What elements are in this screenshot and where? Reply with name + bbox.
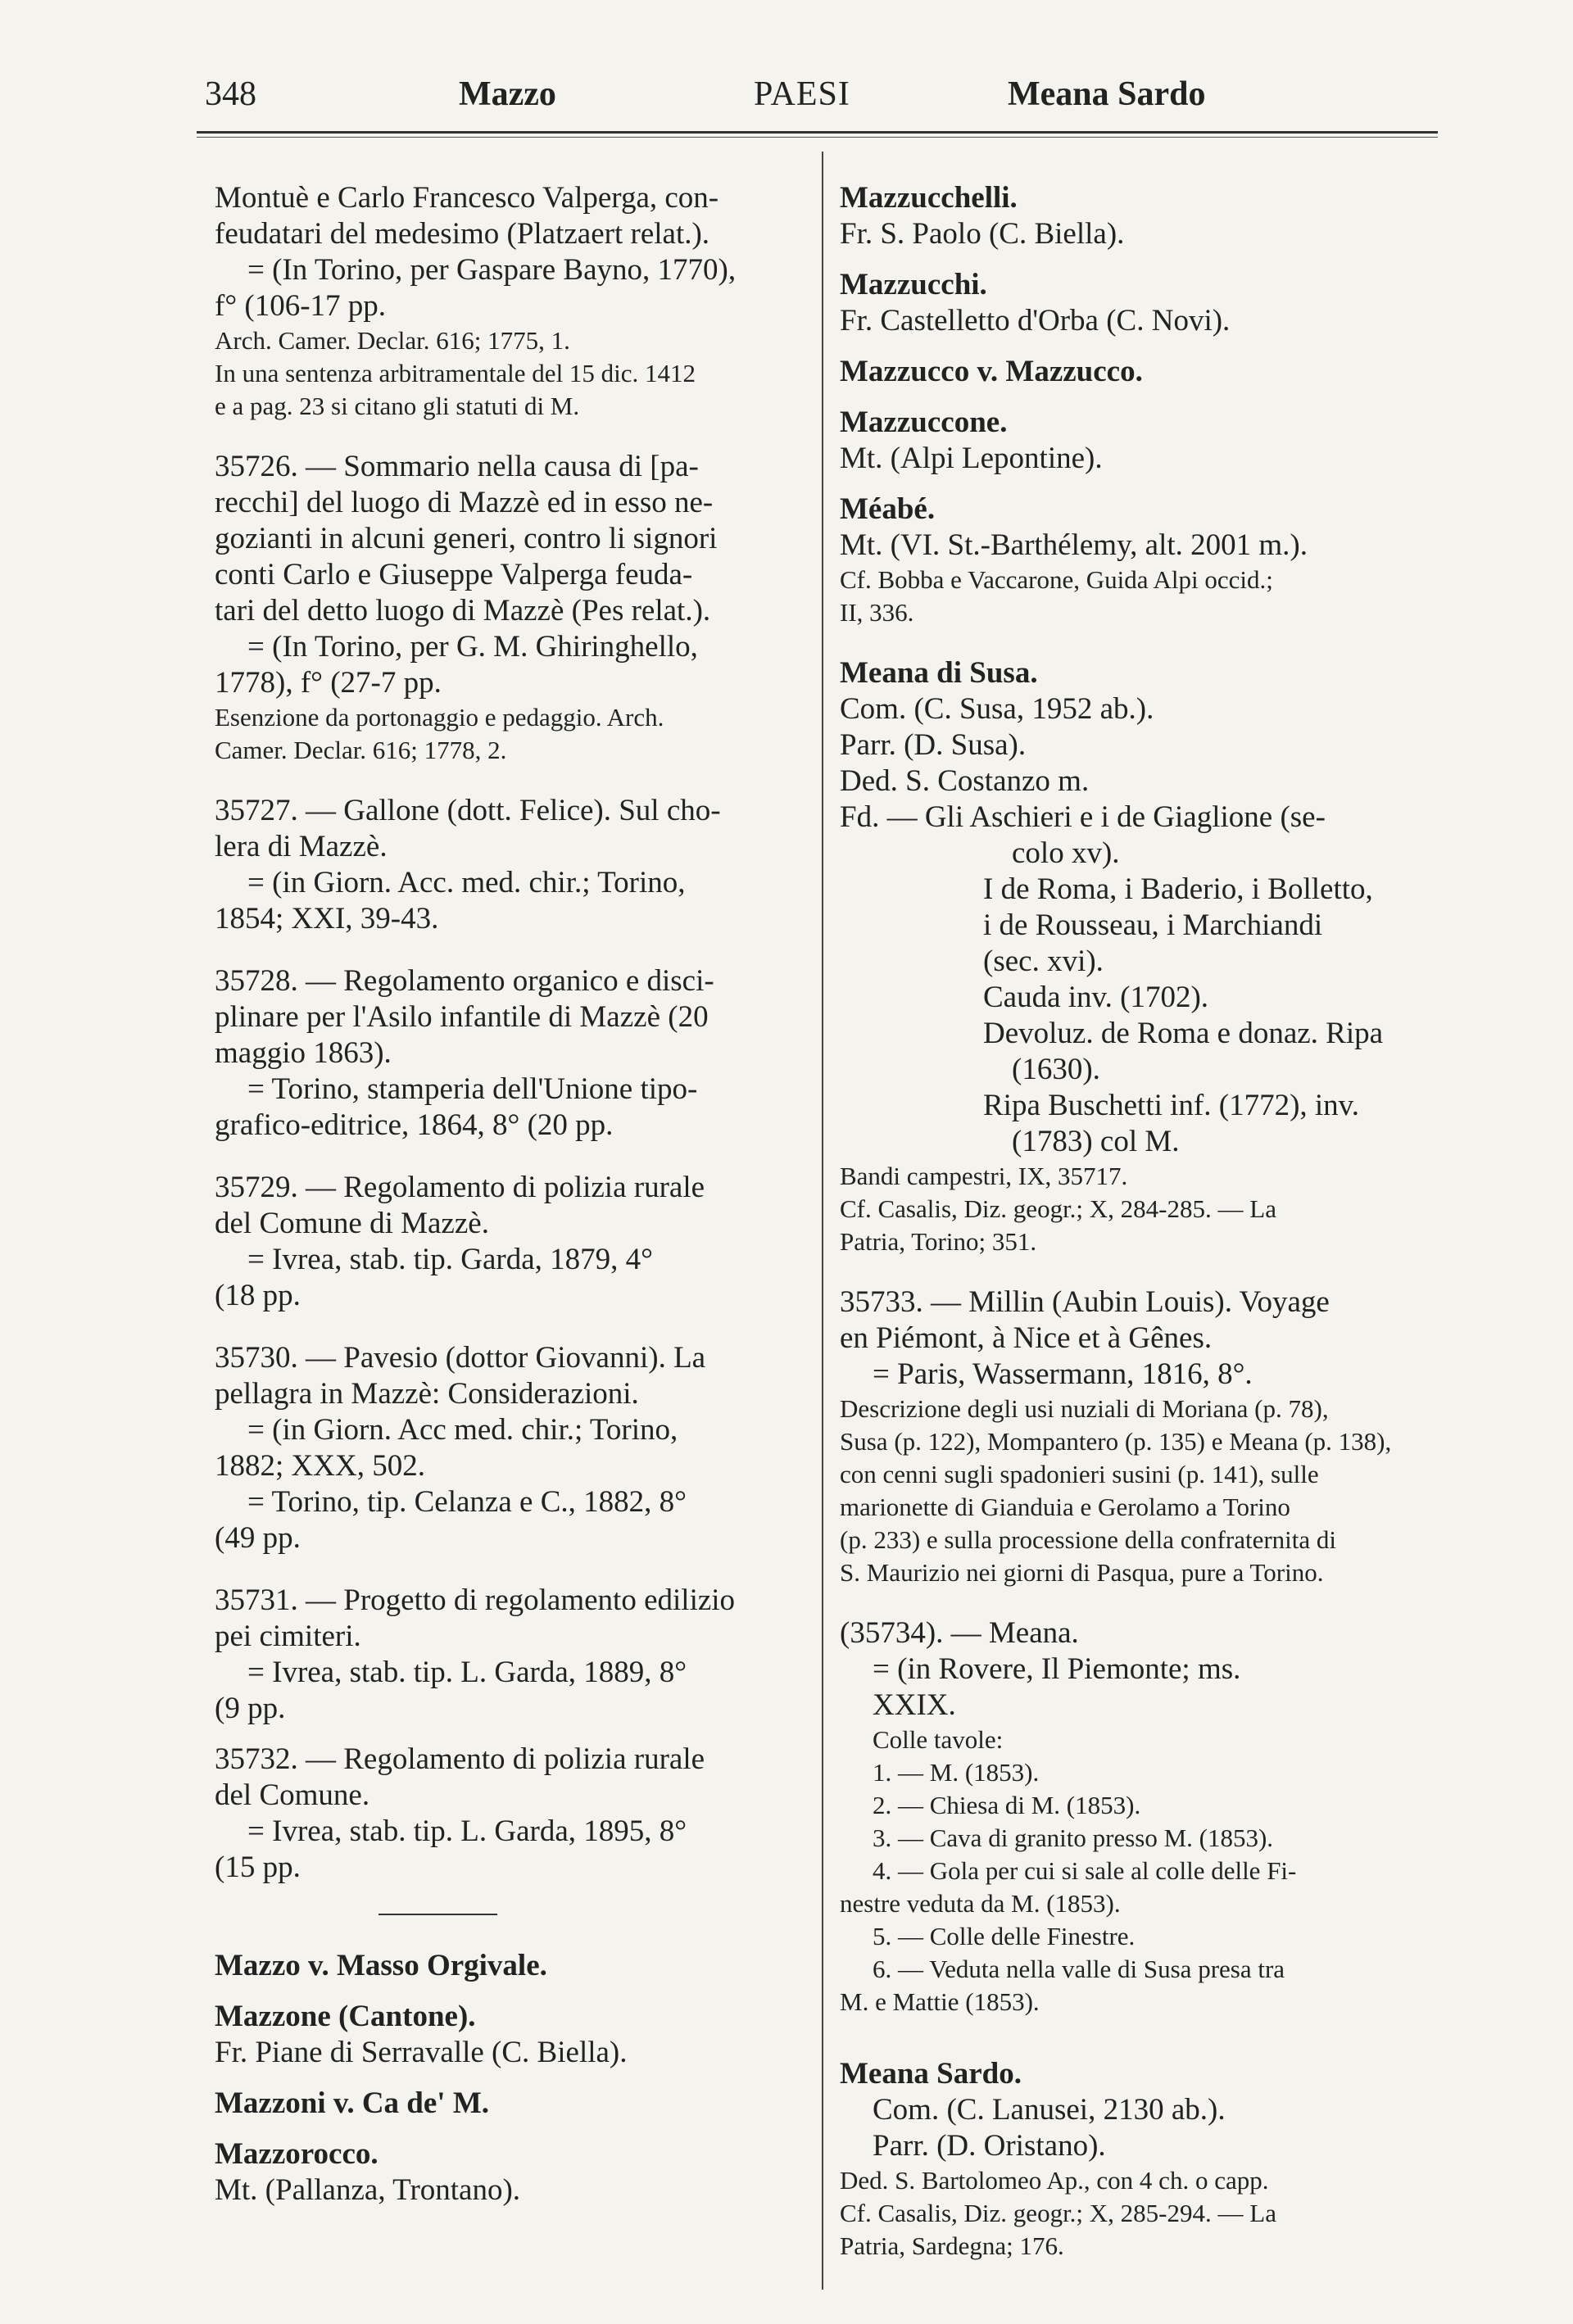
text-line: plinare per l'Asilo infantile di Mazzè (20 [215, 1000, 709, 1034]
text-line: Mt. (Alpi Lepontine). [840, 442, 1103, 475]
entry-mazzucchi [840, 267, 1462, 339]
note-line: Cf. Casalis, Diz. geogr.; X, 284-285. — La [840, 1194, 1276, 1223]
text-line: (1630). [1012, 1053, 1100, 1086]
text-line: = Ivrea, stab. tip. L. Garda, 1895, 8° [247, 1814, 687, 1848]
text-line: del Comune di Mazzè. [215, 1207, 489, 1240]
note-line: (p. 233) e sulla processione della confraternita di [840, 1525, 1336, 1554]
headword: Mazzuccone. [840, 405, 1008, 439]
note-line: Patria, Sardegna; 176. [840, 2231, 1064, 2260]
text-line: gozianti in alcuni generi, contro li signori [215, 522, 718, 555]
entry-mazzo [215, 1948, 805, 1984]
text-line: Com. (C. Lanusei, 2130 ab.). [873, 2093, 1226, 2127]
entry-35732 [215, 1742, 805, 1886]
note-line: Arch. Camer. Declar. 616; 1775, 1. [215, 326, 570, 355]
headword: Mazzucco v. Mazzucco. [840, 355, 1143, 388]
note-line: Ded. S. Bartolomeo Ap., con 4 ch. o capp. [840, 2166, 1269, 2195]
plate-item: M. e Mattie (1853). [840, 1987, 1040, 2016]
entry-35728 [215, 963, 805, 1144]
text-line: colo xv). [1012, 836, 1120, 870]
plate-item: 6. — Veduta nella valle di Susa presa tra [873, 1955, 1285, 1983]
text-line: Parr. (D. Susa). [840, 728, 1027, 762]
entry-mazzone [215, 1999, 805, 2071]
text-line: lera di Mazzè. [215, 830, 388, 863]
text-line: f° (106-17 pp. [215, 289, 387, 323]
text-line: I de Roma, i Baderio, i Bolletto, [983, 872, 1373, 906]
text-line: conti Carlo e Giuseppe Valperga feuda- [215, 558, 693, 591]
entry-mazzucchelli [840, 180, 1462, 252]
section-separator [379, 1914, 497, 1915]
note-line: In una sentenza arbitramentale del 15 dic. 1412 [215, 359, 696, 387]
text-line: grafico-editrice, 1864, 8° (20 pp. [215, 1108, 614, 1142]
text-line: maggio 1863). [215, 1036, 392, 1070]
text-line: 35733. — Millin (Aubin Louis). Voyage [840, 1285, 1330, 1319]
text-line: 1854; XXI, 39-43. [215, 902, 439, 935]
text-line: Mt. (Pallanza, Trontano). [215, 2173, 521, 2207]
text-line: (1783) col M. [1012, 1125, 1180, 1158]
text-line: Cauda inv. (1702). [983, 981, 1209, 1014]
note-line: Camer. Declar. 616; 1778, 2. [215, 736, 507, 764]
plate-item: 4. — Gola per cui si sale al colle delle Fi- [873, 1856, 1297, 1885]
entry-mazzuccone [840, 405, 1462, 477]
note-line: Bandi campestri, IX, 35717. [840, 1162, 1128, 1190]
plate-item: 5. — Colle delle Finestre. [873, 1922, 1136, 1950]
note-line: con cenni sugli spadonieri susini (p. 141), sulle [840, 1460, 1319, 1488]
text-line: 1882; XXX, 502. [215, 1449, 425, 1483]
entry-montue [215, 180, 805, 423]
text-line: pellagra in Mazzè: Considerazioni. [215, 1377, 639, 1411]
text-line: Fd. — Gli Aschieri e i de Giaglione (se- [840, 800, 1326, 834]
entry-35734 [840, 1615, 1462, 2018]
text-line: = (in Rovere, Il Piemonte; ms. [873, 1652, 1241, 1686]
entry-mazzucco [840, 354, 1462, 390]
note-line: S. Maurizio nei giorni di Pasqua, pure a Torino. [840, 1558, 1324, 1587]
note-line: Descrizione degli usi nuziali di Moriana (p. 78), [840, 1394, 1329, 1423]
text-line: Montuè e Carlo Francesco Valperga, con- [215, 181, 719, 215]
entry-35726 [215, 449, 805, 767]
entry-35727 [215, 793, 805, 937]
text-line: = Torino, stamperia dell'Unione tipo- [247, 1072, 698, 1106]
text-line: = (In Torino, per Gaspare Bayno, 1770), [247, 253, 737, 287]
text-line: Devoluz. de Roma e donaz. Ripa [983, 1017, 1384, 1050]
text-line: tari del detto luogo di Mazzè (Pes relat.). [215, 594, 711, 627]
text-line: (49 pp. [215, 1521, 301, 1555]
text-line: (9 pp. [215, 1692, 286, 1725]
note-line: marionette di Gianduia e Gerolamo a Torino [840, 1493, 1290, 1521]
text-line: = Ivrea, stab. tip. L. Garda, 1889, 8° [247, 1656, 687, 1689]
text-line: 35731. — Progetto di regolamento edilizio [215, 1583, 736, 1617]
headword: Méabé. [840, 492, 936, 526]
note-line: Esenzione da portonaggio e pedaggio. Arch. [215, 703, 664, 732]
note-line: Cf. Casalis, Diz. geogr.; X, 285-294. — La [840, 2199, 1276, 2227]
entry-35730 [215, 1340, 805, 1556]
entry-mazzoni [215, 2086, 805, 2122]
note-line: Patria, Torino; 351. [840, 1227, 1037, 1256]
text-line: = (in Giorn. Acc med. chir.; Torino, [247, 1413, 678, 1447]
entry-mazzorocco [215, 2136, 805, 2208]
plate-item: 3. — Cava di granito presso M. (1853). [873, 1823, 1274, 1852]
headword: Mazzucchi. [840, 268, 987, 301]
text-line: en Piémont, à Nice et à Gênes. [840, 1321, 1213, 1355]
entry-35729 [215, 1170, 805, 1314]
entry-35733 [840, 1284, 1462, 1589]
page-number: 348 [205, 75, 256, 113]
note-line: Colle tavole: [873, 1725, 1004, 1754]
text-line: = (in Giorn. Acc. med. chir.; Torino, [247, 866, 686, 899]
text-line: Fr. S. Paolo (C. Biella). [840, 217, 1125, 251]
entry-meana-di-susa [840, 655, 1462, 1258]
text-line: Fr. Castelletto d'Orba (C. Novi). [840, 304, 1231, 338]
plate-item: 1. — M. (1853). [873, 1758, 1040, 1787]
entry-meana-sardo [840, 2056, 1462, 2263]
text-line: pei cimiteri. [215, 1620, 361, 1653]
text-line: 35726. — Sommario nella causa di [pa- [215, 450, 699, 483]
text-line: 35728. — Regolamento organico e disci- [215, 964, 714, 998]
text-line: (15 pp. [215, 1851, 301, 1884]
left-column [215, 180, 805, 2285]
text-line: recchi] del luogo di Mazzè ed in esso ne- [215, 486, 714, 519]
entry-meabe [840, 492, 1462, 629]
text-line: i de Rousseau, i Marchiandi [983, 908, 1323, 942]
text-line: 35730. — Pavesio (dottor Giovanni). La [215, 1341, 706, 1375]
text-line: Fr. Piane di Serravalle (C. Biella). [215, 2036, 628, 2069]
headword: Mazzo v. Masso Orgivale. [215, 1949, 547, 1982]
text-line: 35732. — Regolamento di polizia rurale [215, 1742, 705, 1776]
running-head-right: Meana Sardo [1008, 75, 1206, 113]
text-line: Com. (C. Susa, 1952 ab.). [840, 692, 1154, 726]
text-line: = (In Torino, per G. M. Ghiringhello, [247, 630, 698, 664]
entry-35731 [215, 1583, 805, 1727]
text-line: 1778), f° (27-7 pp. [215, 666, 442, 700]
header-rule [197, 131, 1438, 134]
text-line: (sec. xvi). [983, 945, 1104, 978]
text-line: del Comune. [215, 1778, 370, 1812]
text-line: Mt. (VI. St.-Barthélemy, alt. 2001 m.). [840, 528, 1308, 562]
right-column [840, 180, 1462, 2285]
text-line: Ded. S. Costanzo m. [840, 764, 1090, 798]
headword: Meana Sardo. [840, 2057, 1022, 2091]
text-line: = Ivrea, stab. tip. Garda, 1879, 4° [247, 1243, 653, 1276]
text-line: Parr. (D. Oristano). [873, 2129, 1106, 2163]
headword: Mazzone (Cantone). [215, 2000, 476, 2033]
running-head-center: PAESI [754, 75, 850, 113]
headword: Meana di Susa. [840, 656, 1038, 690]
text-line: = Torino, tip. Celanza e C., 1882, 8° [247, 1485, 687, 1519]
text-line: (35734). — Meana. [840, 1616, 1079, 1650]
plate-item: nestre veduta da M. (1853). [840, 1889, 1121, 1918]
text-line: (18 pp. [215, 1279, 301, 1312]
text-line: 35729. — Regolamento di polizia rurale [215, 1171, 705, 1204]
note-line: Cf. Bobba e Vaccarone, Guida Alpi occid.; [840, 565, 1273, 594]
text-line: XXIX. [873, 1688, 956, 1722]
running-head-left: Mazzo [459, 75, 556, 113]
plate-item: 2. — Chiesa di M. (1853). [873, 1791, 1141, 1819]
note-line: II, 336. [840, 598, 914, 627]
headword: Mazzucchelli. [840, 181, 1018, 215]
text-line: Ripa Buschetti inf. (1772), inv. [983, 1089, 1360, 1122]
header-rule-thin [197, 137, 1438, 138]
headword: Mazzorocco. [215, 2137, 379, 2171]
note-line: Susa (p. 122), Mompantero (p. 135) e Meana (p. 138), [840, 1427, 1392, 1456]
column-divider [822, 152, 823, 2290]
text-line: = Paris, Wassermann, 1816, 8°. [873, 1357, 1253, 1391]
headword: Mazzoni v. Ca de' M. [215, 2086, 490, 2120]
text-line: feudatari del medesimo (Platzaert relat.). [215, 217, 710, 251]
text-line: 35727. — Gallone (dott. Felice). Sul cho- [215, 794, 721, 827]
note-line: e a pag. 23 si citano gli statuti di M. [215, 392, 580, 420]
page-header [180, 66, 1442, 123]
